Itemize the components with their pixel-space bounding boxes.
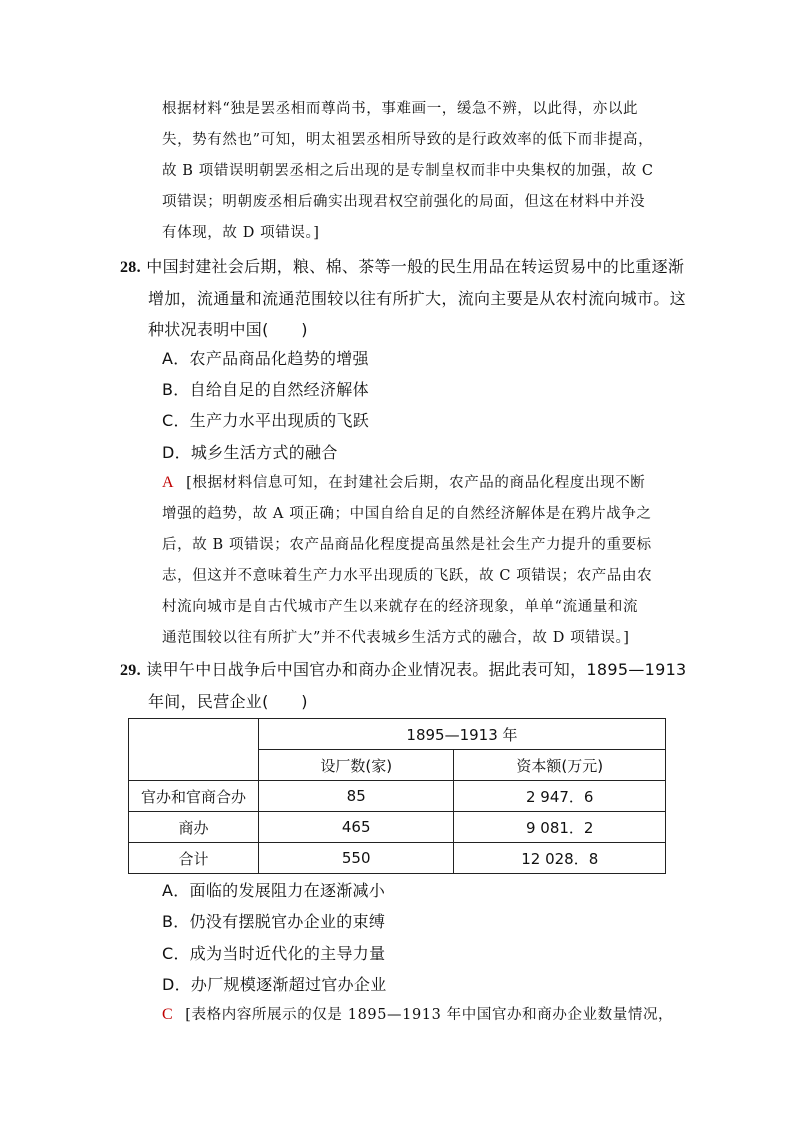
explanation-line: 项错误；明朝废丞相后确实出现君权空前强化的局面，但这在材料中并没 [162,194,646,210]
explanation-line: 志，但这并不意味着生产力水平出现质的飞跃，故 C 项错误；农产品由农 [162,568,653,584]
explanation-line: 根据材料“独是罢丞相而尊尚书，事难画一，缓急不辨，以此得，亦以此 [162,101,639,117]
question-text: 增加，流通量和流通范围较以往有所扩大，流向主要是从农村流向城市。这 [148,289,686,308]
answer-letter: A [162,474,175,491]
explanation-text: [根据材料信息可知，在封建社会后期，农产品的商品化程度出现不断 [186,475,646,491]
explanation-line: 故 B 项错误明朝罢丞相之后出现的是专制皇权而非中央集权的加强，故 C [162,163,654,179]
table-col-header: 资本额(万元) [454,750,666,781]
question-text: 中国封建社会后期，粮、棉、茶等一般的民生用品在转运贸易中的比重逐渐 [146,257,685,276]
table-period-header: 1895—1913 年 [258,719,665,750]
explanation-line: 村流向城市是自古代城市产生以来就存在的经济现象，单单“流通量和流 [162,599,639,615]
cell-capital: 9 081．2 [454,812,666,843]
option-d: D．办厂规模逐渐超过官办企业 [162,975,387,994]
question-text: 年间，民营企业( ) [148,692,308,711]
cell-capital: 2 947．6 [454,781,666,812]
explanation-line: 增强的趋势，故 A 项正确；中国自给自足的自然经济解体是在鸦片战争之 [162,506,652,522]
option-a: A．农产品商品化趋势的增强 [162,349,369,368]
explanation-line: 后，故 B 项错误；农产品商品化程度提高虽然是社会生产力提升的重要标 [162,537,652,553]
option-b: B．自给自足的自然经济解体 [162,380,369,399]
table-row [129,781,666,812]
table-col-header: 设厂数(家) [258,750,454,781]
question-28-stem [120,254,684,277]
question-text: 种状况表明中国( ) [148,320,308,339]
explanation-line: 失，势有然也”可知，明太祖罢丞相所导致的是行政效率的低下而非提高， [162,132,654,148]
question-number: 28. [120,259,141,276]
option-a: A．面临的发展阻力在逐渐减小 [162,881,386,900]
option-c: C．成为当时近代化的主导力量 [162,944,386,963]
explanation-text: [表格内容所展示的仅是 1895—1913 年中国官办和商办企业数量情况， [185,1007,674,1023]
answer-explanation-line [162,1003,673,1024]
row-label: 商办 [129,812,259,843]
table-corner [129,719,259,781]
table-row [129,812,666,843]
cell-capital: 12 028．8 [454,843,666,874]
cell-count: 465 [258,812,454,843]
option-c: C．生产力水平出现质的飞跃 [162,411,370,430]
cell-count: 550 [258,843,454,874]
answer-explanation-line [162,471,645,492]
explanation-line: 有体现，故 D 项错误。] [162,225,320,241]
option-b: B．仍没有摆脱官办企业的束缚 [162,912,386,931]
option-d: D．城乡生活方式的融合 [162,443,338,462]
row-label: 官办和官商合办 [129,781,259,812]
explanation-line: 通范围较以往有所扩大”并不代表城乡生活方式的融合，故 D 项错误。] [162,630,630,646]
question-29-stem [120,657,687,680]
question-text: 读甲午中日战争后中国官办和商办企业情况表。据此表可知，1895—1913 [146,660,687,679]
enterprise-table [128,718,666,874]
question-number: 29. [120,662,141,679]
table-row [129,843,666,874]
cell-count: 85 [258,781,454,812]
row-label: 合计 [129,843,259,874]
answer-letter: C [162,1006,174,1023]
